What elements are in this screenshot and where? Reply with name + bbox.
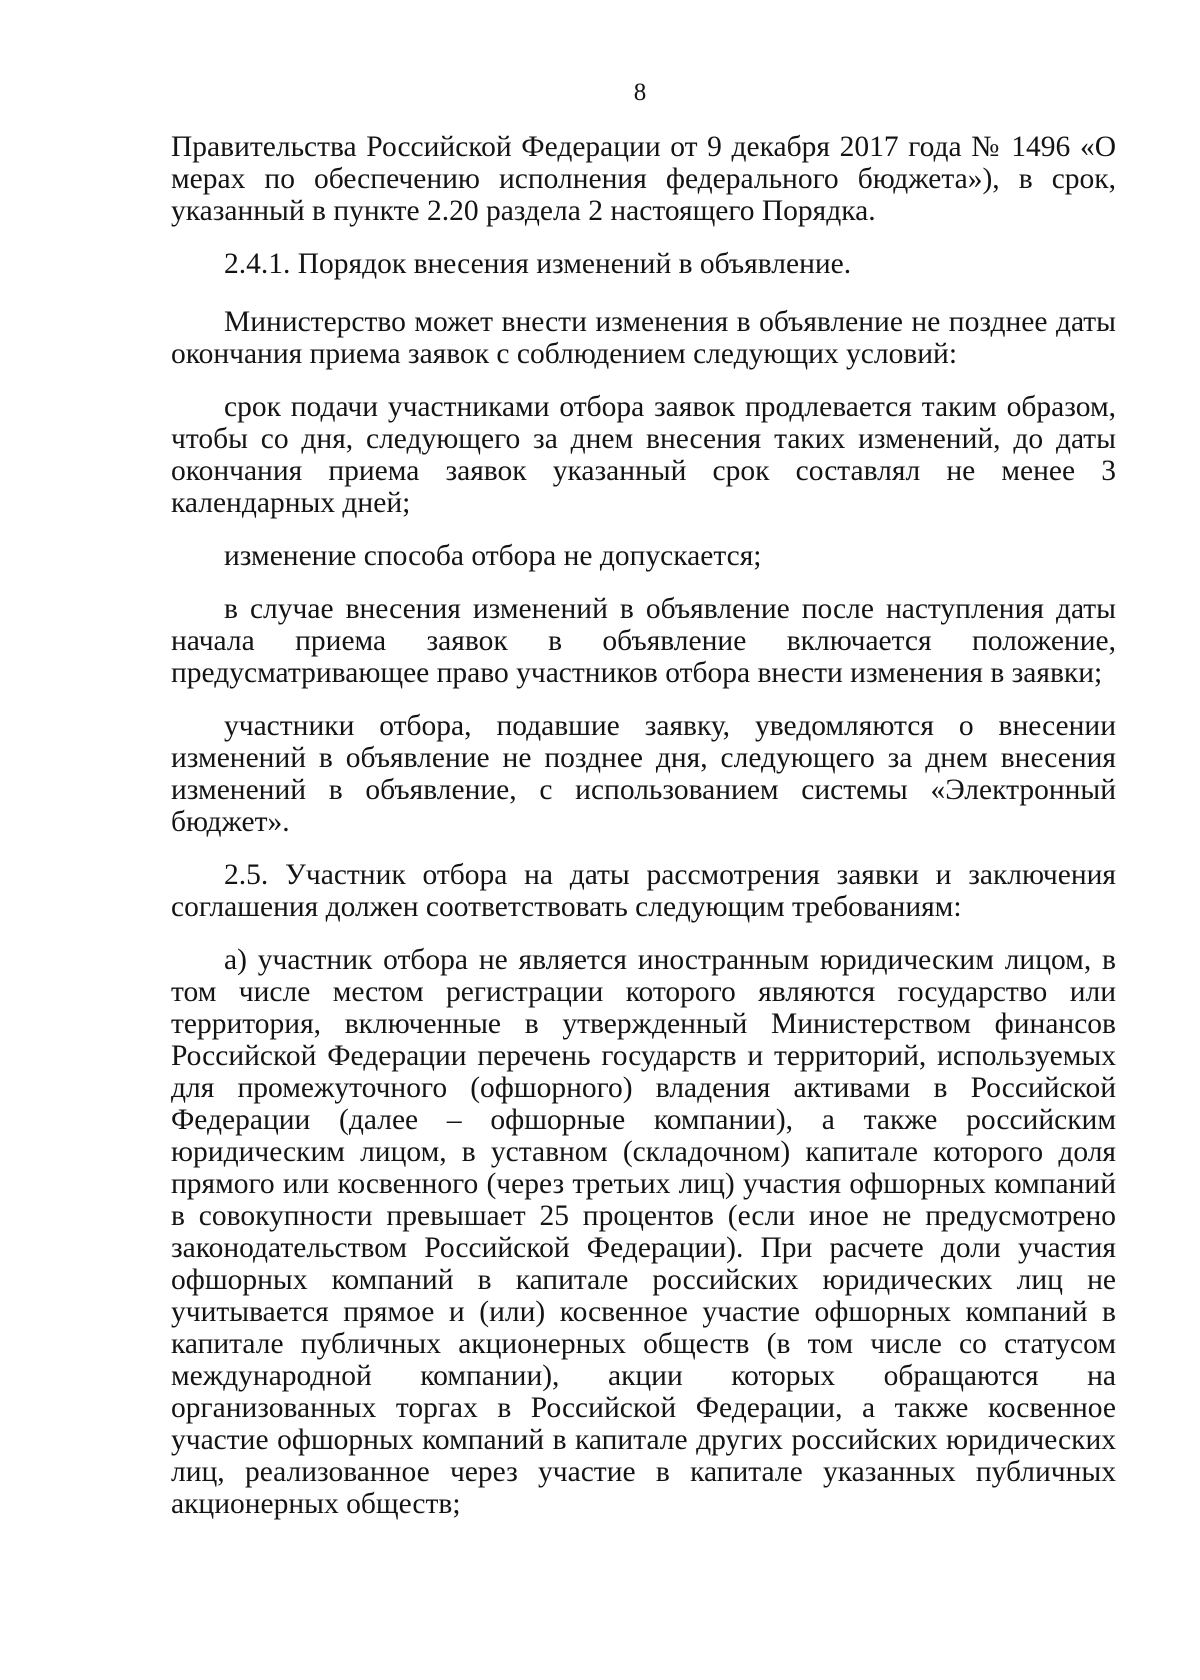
paragraph-continuation: Правительства Российской Федерации от 9 декабря 2017 года № 1496 «О мерах по обеспечению исполнения федерального бюджета»), в срок, указанный в пункте 2.20 раздела 2 настоящего Порядка. (171, 131, 1116, 227)
paragraph-ministry-conditions: Министерство может внести изменения в объявление не позднее даты окончания приема заявок с соблюдением следующих условий: (171, 306, 1116, 370)
paragraph-condition-start: в случае внесения изменений в объявление после наступления даты начала приема заявок в объявление включается положение, предусматривающее право участников отбора внести изменения в заявки; (171, 593, 1116, 689)
page-number: 8 (633, 79, 647, 106)
paragraph-condition-method: изменение способа отбора не допускается; (224, 540, 762, 572)
paragraph-section-2-4-1-heading: 2.4.1. Порядок внесения изменений в объявление. (224, 248, 852, 280)
paragraph-requirement-a: а) участник отбора не является иностранным юридическим лицом, в том числе местом регистрации которого являются государство или территория, включенные в утвержденный Министерством финансов Российской Федерации перечень государств и территорий, используемых для промежуточного (офшорного) владения активами в Российской Федерации (далее – офшорные компании), а также российским юридическим лицом, в уставном (складочном) капитале которого доля прямого или косвенного (через третьих лиц) участия офшорных компаний в совокупности превышает 25 процентов (если иное не предусмотрено законодательством Российской Федерации). При расчете доли участия офшорных компаний в капитале российских юридических лиц не учитывается прямое и (или) косвенное участие офшорных компаний в капитале публичных акционерных обществ (в том числе со статусом международной компании), акции которых обращаются на организованных торгах в Российской Федерации, а также косвенное участие офшорных компаний в капитале других российских юридических лиц, реализованное через участие в капитале указанных публичных акционерных обществ; (171, 944, 1116, 1520)
paragraph-section-2-5: 2.5. Участник отбора на даты рассмотрения заявки и заключения соглашения должен соответствовать следующим требованиям: (171, 859, 1116, 923)
document-body (171, 131, 1116, 1541)
paragraph-condition-deadline: срок подачи участниками отбора заявок продлевается таким образом, чтобы со дня, следующего за днем внесения таких изменений, до даты окончания приема заявок указанный срок составлял не менее 3 календарных дней; (171, 391, 1116, 519)
paragraph-condition-notification: участники отбора, подавшие заявку, уведомляются о внесении изменений в объявление не позднее дня, следующего за днем внесения изменений в объявление, с использованием системы «Электронный бюджет». (171, 710, 1116, 838)
